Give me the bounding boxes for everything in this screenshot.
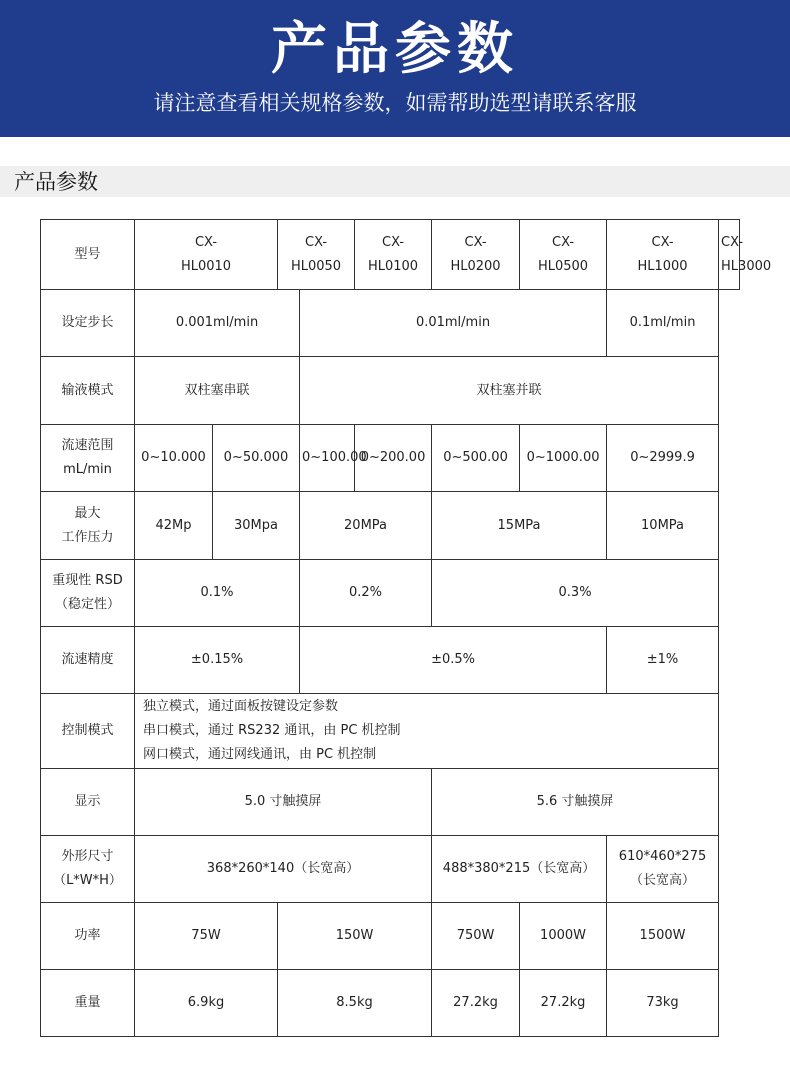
power-cell: 75W	[135, 903, 278, 970]
flow-range-cell: 0~2999.9	[607, 425, 719, 492]
row-label-infusion: 输液模式	[41, 357, 135, 425]
step-cell: 0.001ml/min	[135, 290, 300, 357]
row-label-display: 显示	[41, 769, 135, 836]
model-cell: CX-HL3000	[719, 220, 740, 290]
row-label-weight: 重量	[41, 970, 135, 1037]
control-line: 串口模式，通过 RS232 通讯，由 PC 机控制	[143, 723, 401, 738]
section-title: 产品参数	[14, 170, 98, 194]
row-pressure	[41, 492, 740, 560]
dimensions-cell: 488*380*215（长宽高）	[432, 836, 607, 903]
rsd-cell: 0.1%	[135, 560, 300, 627]
pressure-cell: 20MPa	[300, 492, 432, 560]
weight-cell: 73kg	[607, 970, 719, 1037]
model-cell: CX- HL0050	[278, 220, 355, 290]
display-cell: 5.6 寸触摸屏	[432, 769, 719, 836]
banner-title: 产品参数	[271, 17, 519, 82]
section-bar	[0, 166, 790, 197]
power-cell: 1000W	[520, 903, 607, 970]
model-cell: CX- HL0010	[135, 220, 278, 290]
model-cell: CX- HL1000	[607, 220, 719, 290]
row-label-dimensions: 外形尺寸 （L*W*H）	[41, 836, 135, 903]
row-label-rsd: 重现性 RSD （稳定性）	[41, 560, 135, 627]
row-power	[41, 903, 740, 970]
step-cell: 0.1ml/min	[607, 290, 719, 357]
rsd-cell: 0.3%	[432, 560, 719, 627]
banner-subtitle: 请注意查看相关规格参数，如需帮助选型请联系客服	[153, 91, 637, 115]
rsd-cell: 0.2%	[300, 560, 432, 627]
row-dimensions	[41, 836, 740, 903]
row-label-accuracy: 流速精度	[41, 627, 135, 694]
row-display	[41, 769, 740, 836]
flow-range-cell: 0~500.00	[432, 425, 520, 492]
row-label-flow-range: 流速范围 mL/min	[41, 425, 135, 492]
power-cell: 750W	[432, 903, 520, 970]
row-step	[41, 290, 740, 357]
row-flow-range	[41, 425, 740, 492]
flow-range-cell: 0~50.000	[213, 425, 300, 492]
accuracy-cell: ±0.5%	[300, 627, 607, 694]
model-cell: CX- HL0500	[520, 220, 607, 290]
header-banner	[0, 0, 790, 137]
flow-range-cell: 0~10.000	[135, 425, 213, 492]
weight-cell: 27.2kg	[432, 970, 520, 1037]
weight-cell: 8.5kg	[278, 970, 432, 1037]
infusion-cell: 双柱塞并联	[300, 357, 719, 425]
row-rsd	[41, 560, 740, 627]
control-line: 网口模式，通过网线通讯，由 PC 机控制	[143, 747, 377, 762]
model-cell: CX- HL0100	[355, 220, 432, 290]
display-cell: 5.0 寸触摸屏	[135, 769, 432, 836]
row-label-step: 设定步长	[41, 290, 135, 357]
accuracy-cell: ±0.15%	[135, 627, 300, 694]
weight-cell: 27.2kg	[520, 970, 607, 1037]
flow-range-cell: 0~200.00	[355, 425, 432, 492]
row-label-power: 功率	[41, 903, 135, 970]
row-label-pressure: 最大 工作压力	[41, 492, 135, 560]
row-label-control: 控制模式	[41, 694, 135, 769]
weight-cell: 6.9kg	[135, 970, 278, 1037]
row-label-model: 型号	[41, 220, 135, 290]
pressure-cell: 42Mp	[135, 492, 213, 560]
pressure-cell: 15MPa	[432, 492, 607, 560]
pressure-cell: 30Mpa	[213, 492, 300, 560]
row-infusion	[41, 357, 740, 425]
control-modes	[135, 694, 719, 769]
model-cell: CX- HL0200	[432, 220, 520, 290]
accuracy-cell: ±1%	[607, 627, 719, 694]
pressure-cell: 10MPa	[607, 492, 719, 560]
power-cell: 1500W	[607, 903, 719, 970]
infusion-cell: 双柱塞串联	[135, 357, 300, 425]
control-line: 独立模式，通过面板按键设定参数	[143, 699, 339, 714]
row-control	[41, 694, 740, 769]
row-weight	[41, 970, 740, 1037]
row-accuracy	[41, 627, 740, 694]
dimensions-cell: 610*460*275 （长宽高）	[607, 836, 719, 903]
spec-table	[40, 219, 772, 1037]
dimensions-cell: 368*260*140（长宽高）	[135, 836, 432, 903]
flow-range-cell: 0~1000.00	[520, 425, 607, 492]
row-model	[41, 220, 740, 290]
step-cell: 0.01ml/min	[300, 290, 607, 357]
power-cell: 150W	[278, 903, 432, 970]
flow-range-cell: 0~100.00	[300, 425, 355, 492]
